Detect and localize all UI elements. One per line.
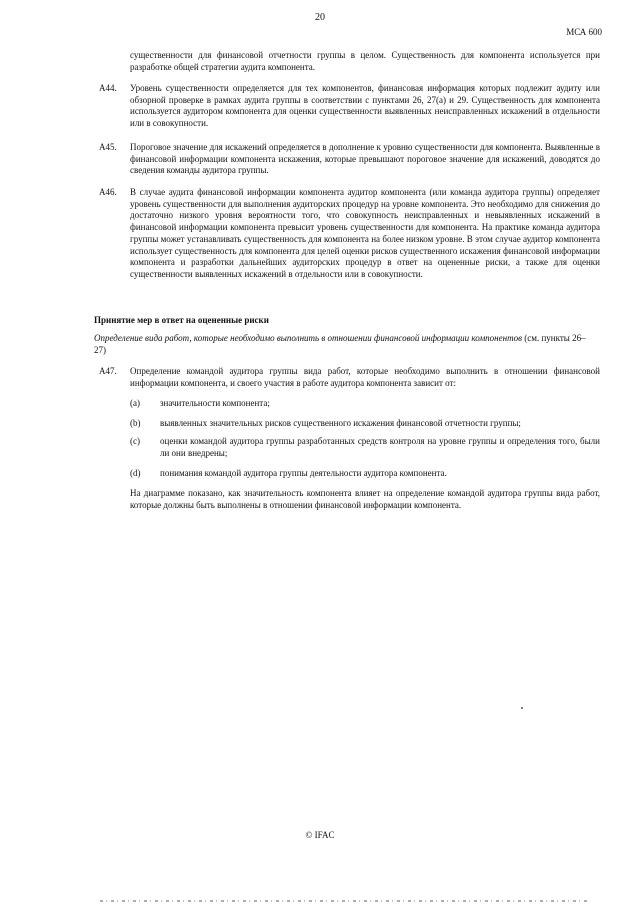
paragraph-number-a46: A46. [99,187,117,197]
list-marker-b: (b) [130,418,141,428]
list-marker-d: (d) [130,468,141,478]
paragraph-number-a47: A47. [99,366,117,376]
page-number: 20 [315,12,325,23]
footer-copyright: © IFAC [305,830,335,840]
subheading-italic: Определение вида работ, которые необходимо выполнить в отношении финансовой информации компонентов [94,333,523,343]
list-item-c: оценки командой аудитора группы разработанных средств контроля на уровне группы и определения того, были ли они внедрены; [160,436,600,458]
continuation-paragraph: существенности для финансовой отчетности группы в целом. Существенность для компонента используется при разработке общей стратегии аудита компонента. [130,50,600,72]
list-item-b: выявленных значительных рисков существенного искажения финансовой отчетности группы; [160,418,521,428]
closing-paragraph: На диаграмме показано, как значительность компонента влияет на определение командой аудитора группы вида работ, которые должны быть выполнены в отношении финансовой информации компонента. [130,488,600,510]
list-marker-c: (c) [130,436,140,446]
paragraph-a46: В случае аудита финансовой информации компонента аудитор компонента (или команда аудитора группы) определяет уровень существенности для выполнения аудиторских процедур на уровне компонента. Это необходимо для снижения до достаточно низкого уровня вероятности того, что совокупность неисправленных и невыявленных искажений в финансовой информации компонента превысит уровень существенности для компонента. На практике команда аудитора группы может устанавливать существенность для компонента на более низком уровне. В этом случае аудитор компонента использует существенность для компонента для целей оценки рисков существенного искажения финансовой информации компонента и разработки дальнейших аудиторских процедур в ответ на оцененные риски, а также для оценки существенности выявленных искажений в отдельности или в совокупности. [130,187,600,279]
paragraph-number-a44: A44. [99,83,117,93]
paragraph-number-a45: A45. [99,142,117,152]
list-item-d: понимания командой аудитора группы деятельности аудитора компонента. [160,468,447,478]
standard-code: МСА 600 [566,27,602,37]
paragraph-a45: Пороговое значение для искажений определяется в дополнение к уровню существенности для компонента. Выявленные в финансовой информации компонента искажения, которые превышают пороговое значение для искажений, доводятся до сведения команды аудитора группы. [130,142,600,176]
paragraph-a44: Уровень существенности определяется для тех компонентов, финансовая информация которых подлежит аудиту или обзорной проверке в рамках аудита группы в соответствии с пунктами 26, 27(а) и 29. Существенность для компонента используется аудитором компонента для оценки существенности выявленных неисправленных искажений в отдельности или в совокупности. [130,83,600,129]
subheading [94,333,594,356]
list-item-a: значительности компонента; [160,398,270,408]
paragraph-a47: Определение командой аудитора группы вида работ, которые необходимо выполнить в отношении финансовой информации компонента, и своего участия в работе аудитора компонента зависит от: [130,366,600,388]
scan-edge-artifact [100,900,590,902]
section-heading: Принятие мер в ответ на оцененные риски [94,315,269,325]
subheading-reference: (см. пункты 26–27) [94,333,586,355]
list-marker-a: (a) [130,398,140,408]
scan-speck [521,707,523,709]
